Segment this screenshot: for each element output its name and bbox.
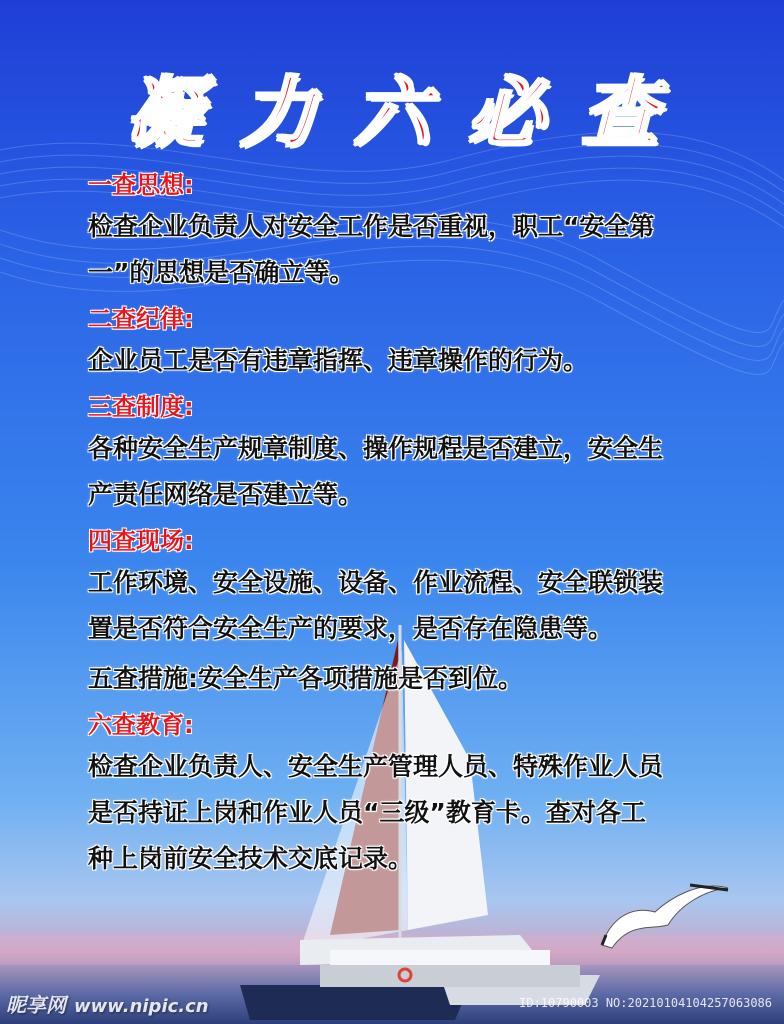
- image-id-text: ID:10790003 NO:20210104104257063086: [519, 996, 772, 1010]
- watermark-url: www.nipic.cn: [74, 996, 209, 1017]
- section-discipline: [88, 300, 748, 384]
- section-heading: 一查思想:: [88, 171, 194, 199]
- section-text-line: 各种安全生产规章制度、操作规程是否建立，安全生: [88, 434, 664, 463]
- poster-title: 凝力六必查: [126, 68, 696, 157]
- section-text-line: 工作环境、安全设施、设备、作业流程、安全联锁装: [88, 568, 664, 597]
- section-text-line: 置是否符合安全生产的要求，是否存在隐患等。: [88, 614, 614, 643]
- section-inline-text: 五查措施:安全生产各项措施是否到位。: [88, 664, 523, 693]
- section-text-line: 企业员工是否有违章指挥、违章操作的行为。: [88, 346, 589, 375]
- section-heading: 二查纪律:: [88, 305, 194, 333]
- section-measures: [88, 656, 748, 702]
- section-text-line: 检查企业负责人对安全工作是否重视，职工“安全第: [88, 212, 655, 241]
- checklist: [88, 166, 748, 886]
- section-text-line: 产责任网络是否建立等。: [88, 480, 364, 509]
- section-system: [88, 388, 748, 518]
- section-heading: 六查教育:: [88, 711, 194, 739]
- section-text-line: 种上岗前安全技术交底记录。: [88, 844, 414, 873]
- section-thought: [88, 166, 748, 296]
- section-heading: 四查现场:: [88, 527, 194, 555]
- watermark-brand: 昵享网: [6, 993, 66, 1017]
- section-text-line: 是否持证上岗和作业人员“三级”教育卡。查对各工: [88, 798, 646, 827]
- section-education: [88, 706, 748, 882]
- section-text-line: 一”的思想是否确立等。: [88, 258, 355, 287]
- section-text-line: 检查企业负责人、安全生产管理人员、特殊作业人员: [88, 752, 664, 781]
- watermark: [6, 989, 209, 1018]
- section-site: [88, 522, 748, 652]
- section-heading: 三查制度:: [88, 393, 194, 421]
